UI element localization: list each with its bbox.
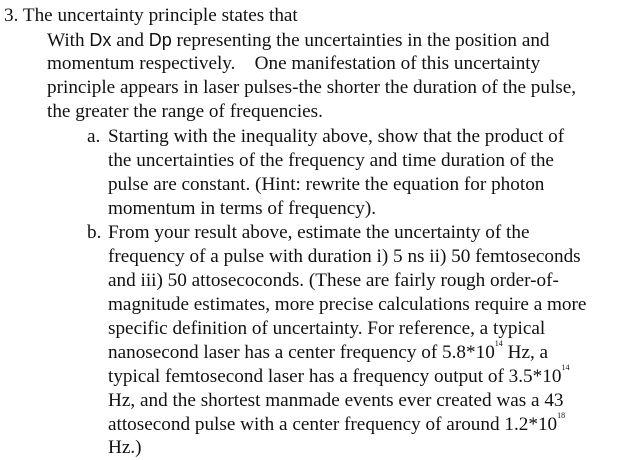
body-line-2: momentum respectively. One manifestation of this uncertainty xyxy=(47,53,541,74)
exponent: 18 xyxy=(557,411,566,420)
part-a-line: the uncertainties of the frequency and time duration of the xyxy=(108,150,554,171)
part-b-line: typical femtosecond laser has a frequency output of $3.5*10^{14}$ xyxy=(108,363,570,387)
part-a-line: pulse are constant. (Hint: rewrite the equation for photon xyxy=(108,174,545,195)
question-intro: The uncertainty principle states that xyxy=(22,5,298,26)
part-b-line: From your result above, estimate the uncertainty of the xyxy=(108,222,530,243)
part-b-line: Hz.) xyxy=(108,437,142,458)
exponent: 14 xyxy=(561,363,570,372)
exponent: 14 xyxy=(494,339,503,348)
part-a-line: momentum in terms of frequency). xyxy=(108,198,377,219)
delta-x-symbol: Dx xyxy=(89,30,112,50)
part-a-label: a. xyxy=(87,126,101,147)
part-b-line: frequency of a pulse with duration i) 5 ns ii) 50 femtoseconds xyxy=(108,246,581,267)
part-b-line: specific definition of uncertainty. For reference, a typical xyxy=(108,318,546,339)
part-a-line: Starting with the inequality above, show that the product of xyxy=(108,126,565,147)
delta-p-symbol: Dp xyxy=(148,30,172,50)
body-line-4: the greater the range of frequencies. xyxy=(47,101,323,122)
part-b-line: and iii) 50 attosecoconds. (These are fairly rough order-of- xyxy=(108,270,559,291)
part-b-label: b. xyxy=(87,222,102,243)
part-b-line: magnitude estimates, more precise calculations require a more xyxy=(108,294,587,315)
question-number: 3. xyxy=(4,5,19,26)
part-b-line: Hz, and the shortest manmade events ever created was a 43 xyxy=(108,390,564,411)
part-b-line: nanosecond laser has a center frequency of $5.8*10^{14}$ Hz, a xyxy=(108,339,549,363)
question-heading xyxy=(4,4,298,28)
body-line-1: With Dx and Dp representing the uncertainties in the position and xyxy=(47,30,550,51)
part-b-line: attosecond pulse with a center frequency of around $1.2*10^{18}$ xyxy=(108,411,566,435)
body-line-3: principle appears in laser pulses-the shorter the duration of the pulse, xyxy=(47,77,577,98)
